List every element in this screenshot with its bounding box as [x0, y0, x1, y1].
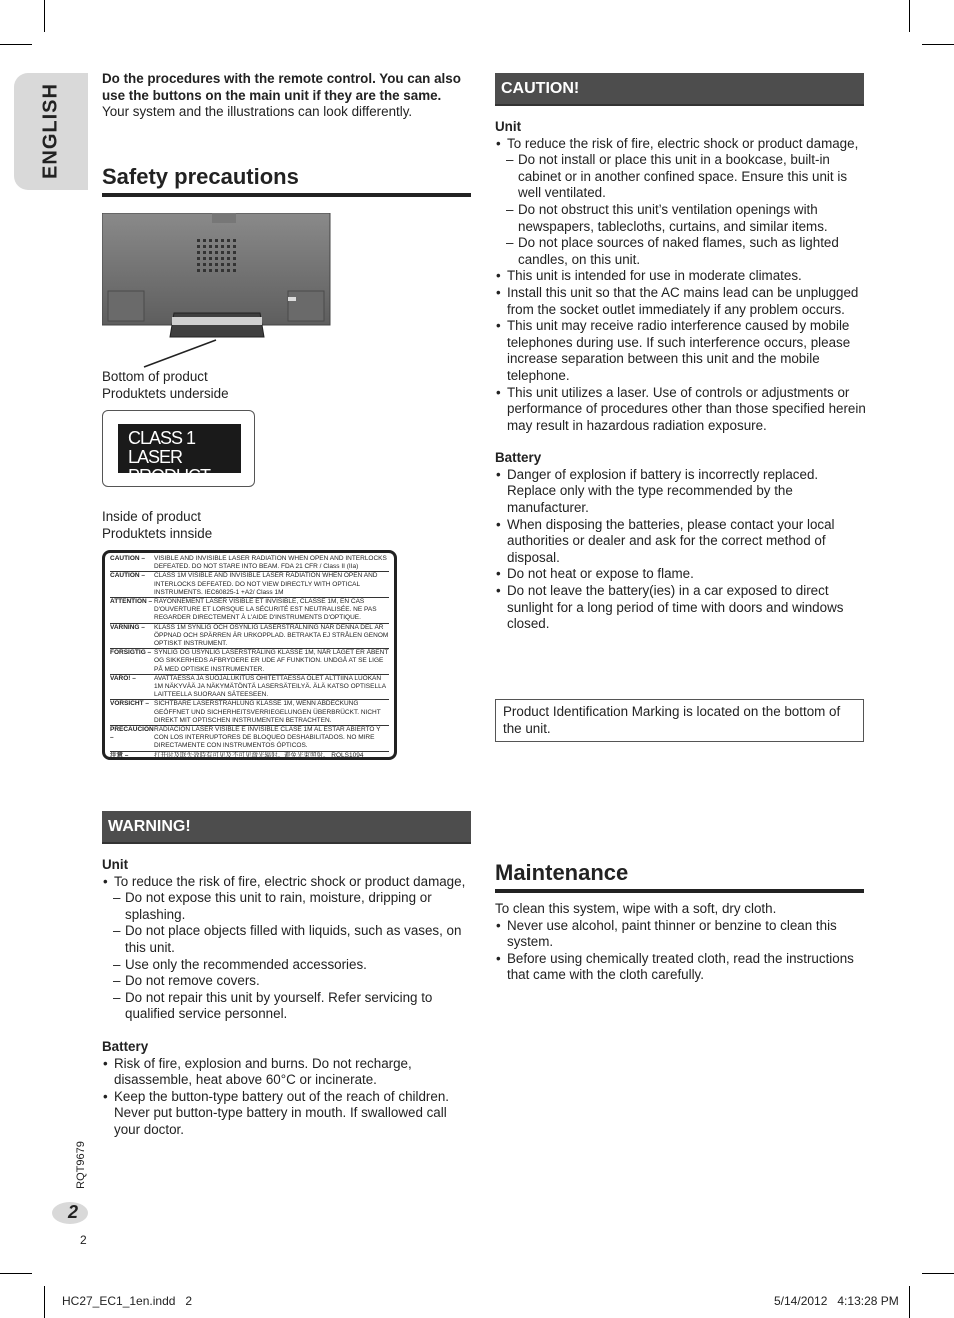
laser-warning-label — [102, 550, 397, 760]
label-row-key: VARO! – — [110, 674, 136, 682]
warning-unit-intro: To reduce the risk of fire, electric shock or product damage, — [114, 873, 466, 889]
safety-title-rule — [102, 193, 471, 197]
label-row-key: PRECAUCIÓN – — [110, 726, 154, 742]
label-row-key: 注意 – — [110, 751, 129, 759]
label-row-text: VISIBLE AND INVISIBLE LASER RADIATION WHEN OPEN AND INTERLOCKS DEFEATED. DO NOT STARE INTO BEAM. FDA 21 CFR / Class II (IIa) — [154, 555, 387, 571]
label-row-text: 打开时及联失效時有可见及不可见激光辐射。避免光束照射。 RQLS1094 — [154, 751, 364, 759]
warning-dash-item: – Do not remove covers. — [102, 973, 474, 990]
language-tab-label: ENGLISH — [39, 83, 62, 179]
caution-unit-item — [495, 136, 867, 269]
product-id-box: Product Identification Marking is located on the bottom of the unit. — [495, 699, 864, 742]
label-row-key: CAUTION – — [110, 555, 146, 562]
maintenance-item: • Never use alcohol, paint thinner or benzine to clean this system. — [495, 918, 867, 951]
maintenance-title: Maintenance — [495, 860, 629, 885]
inside-caption-2: Produktets innside — [102, 525, 213, 541]
label-row-text: CLASS 1M VISIBLE AND INVISIBLE LASER RADIATION WHEN OPEN AND INTERLOCKS DEFEATED. DO NOT VIEW DIRECTLY WITH OPTICAL INSTRUMENTS. IEC60825-1 +A2/ Class 1M — [154, 572, 378, 596]
intro-bold: Do the procedures with the remote control. You can also use the buttons on the main unit if they are the same. — [102, 71, 461, 103]
label-row-text: SYNLIG OG USYNLIG LASERSTRÅLING KLASSE 1M, NÅR LÅGET ER ÅBENT OG SIKKERHEDS AFBRYDERE ER UDE AF FUNKTION. UNDGÅ AT SE LIGE PÅ MED OPTISKE INSTRUMENTER. — [154, 649, 389, 673]
caution-dash-item: – Do not install or place this unit in a bookcase, built-in cabinet or in another confined space. Ensure this unit is well ventilated. — [495, 152, 867, 202]
laser-label-row — [110, 624, 389, 650]
warning-unit-item — [102, 874, 474, 1023]
maintenance-title-rule — [495, 889, 864, 893]
caution-section — [495, 119, 867, 633]
warning-battery-item: • Risk of fire, explosion and burns. Do not recharge, disassemble, heat above 60°C or incinerate. — [102, 1056, 474, 1089]
inside-caption-1: Inside of product — [102, 509, 202, 524]
laser-label-row — [110, 752, 389, 760]
label-row-text: KLASS 1M SYNLIG OCH OSYNLIG LASERSTRÅLNING NÄR DENNA DEL ÄR ÖPPNAD OCH SPÄRREN ÄR URKOPPLAD. BETRAKTA EJ STRÅLEN GENOM OPTISKT INSTRUMENT. — [154, 623, 389, 648]
warning-dash-item: – Do not expose this unit to rain, moisture, dripping or splashing. — [102, 890, 474, 923]
warning-dash-item: – Use only the recommended accessories. — [102, 957, 474, 974]
laser-label-row — [110, 726, 389, 752]
label-row-text: SICHTBARE LASERSTRAHLUNG KLASSE 1M, WENN ABDECKUNG GEÖFFNET UND SICHERHEITSVERRIEGELUNGEN ÜBERBRÜCKT. NICHT DIREKT MIT OPTISCHEN INSTRUMENTEN BETRACHTEN. — [154, 700, 381, 724]
label-row-text: RADIACIÓN LÁSER VISIBLE E INVISIBLE CLASE 1M AL ESTAR ABIERTO Y CON LOS INTERRUPTORES DE BLOQUEO DESHABILITADOS. NO MIRE DIRECTAMENTE CON INSTRUMENTOS ÓPTICOS. — [154, 726, 381, 750]
intro-text — [102, 71, 474, 121]
warning-band — [102, 811, 471, 844]
maintenance-intro: To clean this system, wipe with a soft, dry cloth. — [495, 901, 777, 916]
laser-label-row — [110, 649, 389, 675]
product-bottom-illustration — [102, 213, 332, 373]
maintenance-section — [495, 901, 867, 984]
label-row-text: AVATTAESSA JA SUOJALUKITUS OHITETTAESSA OLET ALTTIINA LUOKAN 1M NÄKYVÄÄ JA NÄKYMÄTÖNTÄ LASERSÄTEILYÄ. ÄLÄ KATSO OPTISELLA LAITTEELLA SUORAAN SÄTEESEEN. — [154, 674, 386, 699]
warning-battery-item: • Keep the button-type battery out of the reach of children. Never put button-type battery in mouth. If swallowed call your doctor. — [102, 1089, 474, 1139]
caution-unit-intro: To reduce the risk of fire, electric shock or product damage, — [507, 135, 859, 151]
laser-label-row — [110, 555, 389, 572]
caution-band-label: CAUTION! — [501, 79, 580, 97]
caution-battery-heading: Battery — [495, 450, 542, 466]
bottom-caption — [102, 369, 229, 402]
caution-battery-item: • When disposing the batteries, please contact your local authorities or dealer and ask for the correct method of disposal. — [495, 517, 867, 567]
page-badge-number: 2 — [68, 1202, 79, 1222]
caution-battery-item: • Do not leave the battery(ies) in a car exposed to direct sunlight for a long period of time with doors and windows closed. — [495, 583, 867, 633]
laser-label-row — [110, 700, 389, 726]
safety-title: Safety precautions — [102, 164, 299, 189]
label-row-key: VORSICHT – — [110, 700, 150, 708]
label-row-key: VARNING – — [110, 623, 145, 631]
warning-unit-heading: Unit — [102, 857, 129, 872]
label-row-key: FORSIGTIG – — [110, 649, 152, 657]
warning-dash-item: – Do not repair this unit by yourself. Refer servicing to qualified service personnel. — [102, 990, 474, 1023]
caution-unit-item: • Install this unit so that the AC mains lead can be unplugged from the socket outlet immediately if any problem occurs. — [495, 285, 867, 318]
intro-normal: Your system and the illustrations can look differently. — [102, 104, 413, 120]
caution-battery-item: • Do not heat or expose to flame. — [495, 566, 867, 583]
warning-dash-item: – Do not place objects filled with liquids, such as vases, on this unit. — [102, 923, 474, 956]
class1-laser-badge — [118, 424, 241, 486]
file-name: HC27_EC1_1en.indd 2 — [62, 1294, 193, 1308]
warning-section — [102, 857, 474, 1139]
caution-unit-item: • This unit may receive radio interference caused by mobile telephones during use. If such interference occurs, please increase separation between this unit and the mobile telephone. — [495, 318, 867, 384]
class1-laser-label — [102, 410, 255, 487]
class1-line1: CLASS 1 — [128, 428, 196, 448]
inside-caption — [102, 509, 212, 542]
language-tab — [14, 73, 88, 190]
class1-line2: LASER PRODUCT — [128, 447, 210, 486]
bottom-caption-1: Bottom of product — [102, 369, 208, 384]
page-badge — [52, 1202, 88, 1224]
timestamp: 5/14/2012 4:13:28 PM — [774, 1294, 899, 1308]
label-row-key: ATTENTION – — [110, 598, 153, 606]
warning-battery-heading: Battery — [102, 1038, 149, 1054]
caution-unit-item: • This unit utilizes a laser. Use of controls or adjustments or performance of procedures other than those specified herein may result in hazardous radiation exposure. — [495, 385, 867, 435]
laser-label-row — [110, 675, 389, 701]
caution-dash-item: – Do not obstruct this unit’s ventilation openings with newspapers, tablecloths, curtains, and similar items. — [495, 202, 867, 235]
doc-code: RQT9679 — [75, 1141, 87, 1189]
maintenance-item: • Before using chemically treated cloth, read the instructions that came with the cloth carefully. — [495, 951, 867, 984]
caution-unit-heading: Unit — [495, 119, 522, 134]
laser-label-row — [110, 572, 389, 598]
label-row-key: CAUTION – — [110, 572, 146, 580]
warning-band-label: WARNING! — [108, 817, 191, 835]
caution-dash-item: – Do not place sources of naked flames, such as lighted candles, on this unit. — [495, 235, 867, 268]
bottom-caption-2: Produktets underside — [102, 385, 229, 401]
caution-battery-item: • Danger of explosion if battery is incorrectly replaced. Replace only with the type recommended by the manufacturer. — [495, 467, 867, 517]
laser-label-row — [110, 598, 389, 624]
caution-band — [495, 73, 864, 106]
label-row-text: RAYONNEMENT LASER VISIBLE ET INVISIBLE, CLASSE 1M, EN CAS D'OUVERTURE ET LORSQUE LA SÉCURITÉ EST NEUTRALISÉE. NE PAS REGARDER DIRECTEMENT À L'AIDE D'INSTRUMENTS D'OPTIQUE. — [154, 598, 377, 622]
page-number: 2 — [80, 1233, 87, 1247]
caution-unit-item: • This unit is intended for use in moderate climates. — [495, 268, 867, 285]
